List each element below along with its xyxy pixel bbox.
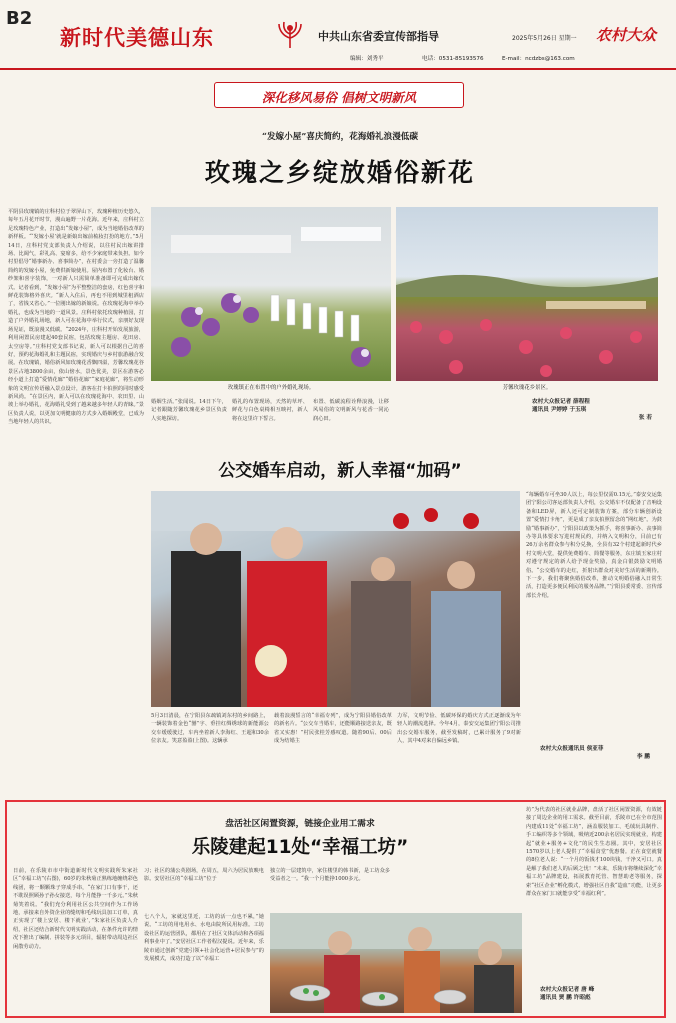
rose-field-photo <box>396 207 658 381</box>
story2-credit <box>540 745 658 761</box>
story3-column-5: 坊”为代表的社区就业品牌，盘活了社区闲置资源，有效链接了周边企业的用工需求。截至目前，乐陵市已在全市范围内建成11处“幸福工坊”，涵盖服装加工、毛绒玩具制作、手工编织等多个领域，吸纳近200余名居民实现就业，构建起“就业+服务+文化”的民生生态圈。其中，安居社区1570岁以上老人提供了“幸福食堂”优惠餐。正在食堂就餐的8位老人说：“一个月的饭钱才100块钱，干净又可口。真是解了我们老人的后顾之忧！”未来，乐陵市将继续深化“幸福工坊”品牌建设，拓展教育托管、智慧助老等服务，探索“社区企业”孵化模式，增强社区自我“造血”功能，让更多群众在家门口就能享受“幸福红利”。 <box>526 807 662 898</box>
story2-title: 公交婚车启动，新人幸福“加码” <box>218 461 462 481</box>
story2-column-1: 5月3日清晨，在宁阳县东疏镇刘东村的乡间路上，一辆装饰着金色“囍”字、垂挂红绸绣球的新能源公交车缓缓驶过，车内坐着新人李海红、王超和30余位亲友。笑意盈盈(上图)。这辆承 <box>151 713 269 745</box>
workshop-photo <box>270 913 522 1013</box>
story1-credit <box>532 398 662 422</box>
section-title: 新时代美德山东 <box>60 25 214 50</box>
credit-line: 张 若 <box>638 415 652 421</box>
campaign-banner <box>214 82 464 108</box>
credit-line: 农村大众报通讯员 侯亚菲 <box>540 746 604 752</box>
photo1-caption: 玫瑰镇正在布置中的户外婚礼现场。 <box>227 385 315 391</box>
photo2-caption: 芳馨玫瑰花乡景区。 <box>502 385 552 391</box>
workshop-illustration <box>270 913 522 1013</box>
story3-subtitle: 盘活社区闲置资源，链接企业用工需求 <box>225 819 375 829</box>
story3-column-4: 七八个人，家就这里近，工坊的活一点也不累，”她说。“工坊的用电用水、水电由院所民用标准。工坊设社区的运营团队，都用在了社区文体活动和各项福利事业中了。”安居社区工作者程汉提说。近年来，乐陵市通过创新“党建引领+社会化运营+居民参与”的发展模式，成功打造了以“幸福工 <box>144 914 264 963</box>
rose-field-illustration <box>396 207 658 381</box>
story2-column-2: 载着浪漫誓言的“幸福专列”，成为宁阳县婚俗改革的新名片。“公交车当婚车，还能顺路接送亲友，既省又实惠！”村民张桂芳感叹道。随着90后、00后成为结婚主 <box>274 713 392 745</box>
phone-text: 电话：0531-85193576 <box>422 56 484 62</box>
story1-title: 玫瑰之乡绽放婚俗新花 <box>204 158 475 187</box>
editor-text: 编辑：刘秀平 <box>350 56 384 62</box>
email-text: E-mail：ncdzbs@163.com <box>502 56 575 62</box>
credit-line: 通讯员 尹婷婷 于玉琪 <box>532 407 587 413</box>
story3-column-3: 独立的一层建筑中，家住楼里的韩书新，是工坊众多受益者之一。“我一个月能挣1000多元。 <box>270 868 390 883</box>
masthead-rule <box>0 68 676 70</box>
story3-column-1: 日前，在乐陵市市中街道新时代文明实践所朱家社区“幸福工坊”(右图)，60岁的朱秋菊正熟练地缠绕彩色线团，将一颗颗珠子穿成手串，“在家门口有事干，还不耽误照顾孙子孙女接送，每个月能挣一千多元。”朱秋菊笑着说。“我们充分利用社区公共空间作为工作场地，承接来自外资企业的缝纫和毛线玩具加工订单，真正实现了‘楼上安居、楼下就业’，”朱家社区负责人介绍，社区还结合新时代文明实践活动，在条件允许的情况下推出了编制、拼装等多元项目，辐射带动周边社区闲散劳动力。 <box>13 868 138 950</box>
info-bar <box>318 54 672 63</box>
story1-column-4: 布置、低碳流程诠释浪漫，让移风易俗的文明新风与花香一同沁润心田。 <box>313 399 389 422</box>
story3-credit <box>540 986 658 1002</box>
credit-line: 农村大众报记者 薛程程 <box>532 399 590 405</box>
credit-line: 通讯员 贾 鹏 许昭彪 <box>540 995 591 1001</box>
emblem-icon <box>273 18 307 52</box>
bus-wedding-photo <box>151 491 520 707</box>
story3-column-2: 习；社区的蒲公英剧场，在周五，周六为居民放映电影。安居社区的“幸福工坊”位于 <box>144 868 264 883</box>
credit-line: 李 鹏 <box>636 754 650 760</box>
story2-body-right: “每辆婚车可坐30人以上，每公里仅需0.15元。”泰安交运集团宁阳公司客运部负责人介绍，公交婚车不仅配备了音响设备和LED屏，新人还可定制装饰方案，部分车辆创新设置“爱情打卡角”，更是成了亲友拍照留念的“网红地”。为鼓励“婚事新办”，宁阳县以政策为抓手，将喜事新办、丧事简办等具体要求写进村规民约，并纳入文明积分，目前已有26万余名群众参与积分兑换，全县有32个村建起新时代乡村文明大堂，提供免费婚车、简餐等服务，东庄镇玉家庄村对遵守规定的新人给予现金奖励，真金白银鼓励文明婚俗。“公交婚车的走红，折射出群众对美好生活的新期待。下一步，我们将聚焦婚俗改革，推动文明婚俗融入日常生活，打造更多便民利民的服务品牌。”宁阳县委常委、宣传部部长介绍。 <box>526 492 662 599</box>
issue-date: 2025年5月26日 星期一 <box>512 35 577 42</box>
masthead <box>0 0 676 70</box>
story1-column-2: 婚姻生活。”张闻说。14日下午，记者跟随芳馨玫瑰花乡景区负责人实地探访。 <box>151 399 227 422</box>
wedding-venue-illustration <box>151 207 391 381</box>
page-number: B2 <box>6 8 33 29</box>
story1-column-3: 婚礼的布置现场，天然的草坪、鲜花与白色桌椅相互映衬，新人将在这里许下誓言。 <box>232 399 308 422</box>
story2-column-3: 力军，文明节俭、低碳环保的婚庆方式正逐渐成为年轻人的潮流选择。今年4月，泰安交运集团宁阳公司推出公交婚车服务，截至发稿时，已累计服务了9对新人，其中4对来自偏远乡镇。 <box>397 713 521 745</box>
guide-text: 中共山东省委宣传部指导 <box>318 30 439 43</box>
story1-subtitle: “发嫁小屋”喜庆简约，花海婚礼浪漫低碳 <box>262 132 418 142</box>
bus-wedding-illustration <box>151 491 520 707</box>
paper-logo: 农村大众 <box>596 26 657 44</box>
story1-body-left: 平阴县玫瑰镇的庄科村位于翠屏山下，玫瑰种植历史悠久，每年五月花开时节，漫山遍野一片花海。近年来，庄科村立足玫瑰特色产业，打造出“发嫁小屋”，成为当地婚俗改革的新样板。“‘发嫁小屋’就是新娘出嫁前梳妆打扮的地方。”5月14日，庄科村党支部负责人介绍说，以往村民出嫁讲排场、比阔气，彩礼高、宴席多，给不少家庭带来负担。如今村里倡导“婚事新办、喜事简办”，在村委会一旁打造了温馨简约的发嫁小屋，免费供新娘使用。屋内布置了化妆台、婚纱架和喜字装饰，一对新人只需简单准备即可完成出嫁仪式。记者看到，“发嫁小屋”为平整整洁的套房，红色喜字和鲜花装饰格外喜庆。“新人入住后，再也不用到城里租酒店了，省钱又省心。”一位刚出嫁的新娘说。在玫瑰花海中举办婚礼，也成为当地的一道风景。庄科村依托玫瑰种植园，打造了户外婚礼场地，新人可在花海中举行仪式，亲朋好友现场见证，既浪漫又低碳。“2024年，庄科村开始发展旅游，利用闲置民房建起40套民宿，包括玫瑰主题房、花田房、太空房等。”庄科村党支部书记说，新人可以根据自己的喜好，预约花海婚礼和主题民宿，实现婚庆与乡村旅游融合发展。在玫瑰镇，婚俗新风如玫瑰花香飘四溢，芳馨玫瑰花谷景区占地3800余亩，依山傍水，景色优美，景区在游客必经小道上打造“爱情花廊”“婚俗花廊”“家庭花廊”，将生动形象的文明宣传语融入景点设计，游客在打卡拍照的同时感受新风尚。“在景区内，新人可以在玫瑰花海中、农田里、山坡上举办婚礼，花海婚礼受到了越来越多年轻人的青睐。”景区负责人说，以更加文明健康的方式步入婚姻殿堂，已成为当地年轻人的共识。 <box>8 209 144 426</box>
banner-text: 深化移风易俗 倡树文明新风 <box>261 90 417 105</box>
story3-title: 乐陵建起11处“幸福工坊” <box>191 837 409 858</box>
credit-line: 农村大众报记者 唐 峰 <box>540 987 595 993</box>
wedding-venue-photo <box>151 207 391 381</box>
